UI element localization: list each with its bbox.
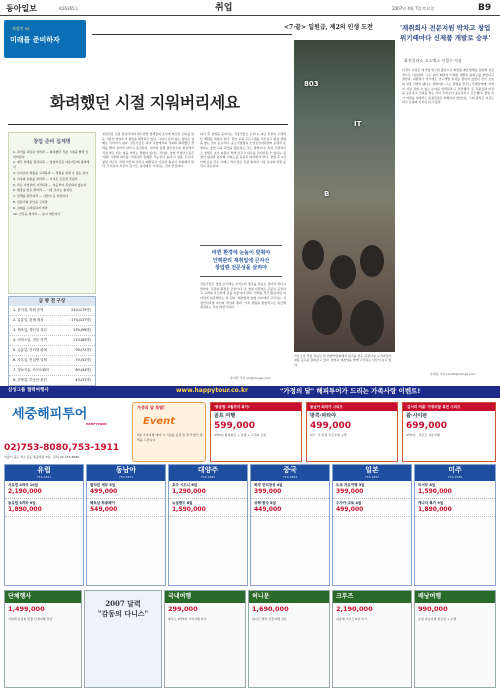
section-title: 취업 [215,3,233,13]
ad-event-description: 5월 가족여행 예약 시 기념품 증정 및 추가 할인 혜택을 드립니다. [137,433,203,442]
ad-item-title: 상해·항주 5일 [254,500,276,505]
ad-website: www.happytour.co.kr [176,387,248,394]
side-article-subtitle: 화진플러스 코스맥스 이경수 사장 [404,58,462,63]
ranking-row [9,366,95,376]
ad-bottom-desc: 지중해 크루즈 8일 특가 [336,616,367,621]
photo-figure [360,245,384,277]
newspaper-name: 동아일보 [6,3,37,13]
ad-item-title: 베트남 하롱베이 [90,500,115,505]
ad-promo-header: '항공권' 5월까지 특가! [211,403,301,411]
ad-bottom-desc: 몰디브·발리 신혼여행 전문 [252,616,287,621]
photo-sign: 803 [304,80,319,88]
ad-region-item [415,499,495,517]
news-photo [294,40,395,352]
tip-item: 10. 건강을 챙겨라 — 몸이 재산이다 [13,211,61,216]
photo-figure [312,295,342,335]
ranking-label: 4. 서비스업, 전문 자격 [13,338,47,343]
ad-region-item [87,481,165,499]
ad-region-item [169,499,247,517]
ad-bottom-desc: 유럽 자유여행 항공권 + 호텔 [418,616,457,621]
ad-region-item [333,481,411,499]
tip-item: 7. 인맥을 관리하라 — 사람이 곧 자산이다 [13,194,69,199]
ranking-title: 금 방 전 구상 [9,297,95,306]
series-banner-title: 미래를 준비하자 [10,36,60,44]
ad-phone-block [4,442,128,459]
ad-header-left: 삼성그룹 협력여행사 [8,388,49,393]
pull-quote-line: 바뀐 환경에 눈높이 맞춰야 [211,250,271,256]
ad-item-price: 2,190,000 [8,487,42,495]
ranking-row [9,356,95,366]
ranking-label: 1. 음식점, 학원 운영 [13,308,44,313]
ad-bottom-price: 299,000 [168,605,198,614]
tip-item: 9. 실패를 두려워하지 마라 [13,205,48,210]
ad-item-title: 캐나다 록키 9일 [418,500,444,505]
ad-bottom-price: 2,190,000 [336,605,373,614]
ad-promo-header: 동남아 최저가 시리즈 [307,403,397,411]
pull-quote [200,245,282,277]
byline: 윤석만 기자 sm@donga.com [230,376,271,380]
ad-promo-header: '김서리 여름' 가정의달 특전 시리즈 [403,403,495,411]
photo-caption: 7일 오전 서울 강남구 한 취업박람회에서 퇴직을 앞둔 중장년층 구직자들이 채용 공고를 살펴보고 있다. 창업과 재취업을 함께 고민하는 이들이 늘고 있다. [294,354,392,367]
series-label: <7·끝> 일원급, 제2의 인생 도전 [284,24,373,31]
ad-region-name: 동남아 [115,466,137,474]
article-column-2: 퇴직 후 창업을 준비하는 직장인들은 은퇴 1~2년 전부터 구체적인 계획을 세워야 한다. 관련 교육 프로그램을 이수하고 현장 경험을 쌓는 것이 중요하다. 중소기업청과 소상공인지원센터 등에서 운영하는 창업 교육 과정을 활용하는 것도 방법이다. 특히 프랜차이즈 창업은 초기 비용이 적게 들고 노하우를 전수받을 수 있다는 장점이 있지만 본사의 신뢰도를 꼼꼼히 따져봐야 한다. 창업 후 1년 안에 문을 닫는 사례도 적지 않은 만큼 철저한 시장 조사와 상권 분석이 필요하다. [200,132,286,169]
ad-region-name: 일본 [365,466,379,474]
ad-header-title: "가정의 달" 해피투어가 드리는 가족사랑 이벤트! [280,387,421,395]
ad-header-bar [0,386,500,398]
ad-item-title: 도쿄 자유여행 3일 [336,483,365,487]
side-title-line: 위기때마다 신제품 개발로 승부' [400,33,491,42]
ad-region-item [333,499,411,517]
ad-region-phone: 753-1838 [447,475,463,479]
ranking-label: 5. 유통업, 인터넷 판매 [13,348,47,353]
side-article-text: 이경수 사장은 대기업 연구원 출신으로 화장품 제조업체를 창업해 성공적으로 키워냈다. 그는 위기 때마다 신제품 개발로 돌파구를 찾았다고 말한다. 외환위기 당시에도 연구개발 투자를 줄이지 않았던 것이 오늘의 성장 기반이 됐다는 설명이다. 그는 창업을 꿈꾸는 후배들에게 '자신이 가장 잘할 수 있는 분야를 선택하라'고 조언했다. 또 직원들과 비전을 공유하고 신뢰를 쌓는 것이 무엇보다 중요하다고 강조했다. 창업 초기 어려움 속에서도 품질만큼은 타협하지 않았다는 그의 원칙은 지금도 회사 운영의 기본이 되고 있다. [402,68,494,105]
issue-date: 2007년 4월 7일 토요일 [392,6,435,11]
ranking-row [9,306,95,316]
ranking-label: 3. 제조업, 생산업 창업 [13,328,47,333]
ad-region-head [169,465,247,481]
ad-bottom-desc: 기업체·동창회 맞춤 단체여행 상담 [8,616,53,621]
ranking-value: 23%(179명) [71,308,91,313]
ad-bottom-box [414,590,496,688]
pull-quote-line: 인맥관리 재취업에 큰자산 [212,257,270,264]
ad-item-title: 오사카·교토 4일 [336,500,362,505]
ad-region-name: 대양주 [197,466,219,474]
ad-region-name: 유럽 [37,466,51,474]
ad-bottom-head: 허니문 [249,591,329,603]
ad-region-name: 중국 [283,466,297,474]
ad-calendar-box [84,590,162,688]
ad-region-head [87,465,165,481]
ad-promo-price: 599,000 [214,420,255,431]
byline: 유재동 기자 jarrett@donga.com [430,372,476,376]
tips-box [8,132,96,294]
ranking-value: 6%(44명) [75,368,91,373]
ad-region-item [251,481,329,499]
ad-bottom-head: 크루즈 [333,591,411,603]
issue-number: 제26365호 [58,6,79,11]
photo-sign: IT [354,120,362,128]
tip-item: 6. 현장을 발로 뛰어라 — 시장 조사는 철저히 [13,188,72,193]
ad-item-title: 필리핀 세부 5일 [90,483,116,487]
ad-region-phone: 753-1821 [36,475,52,479]
ad-item-price: 449,000 [254,505,282,513]
ad-bottom-box [164,590,246,688]
ad-item-price: 499,000 [336,505,364,513]
photo-figure [330,255,356,289]
ad-item-price: 399,000 [254,487,282,495]
ad-region-row [4,464,496,586]
ad-region-phone: 753-1865 [200,475,216,479]
ad-region [332,464,412,586]
tip-item: 4. 가족의 동의를 얻어라 — 가족은 든든한 후원자 [13,176,78,181]
divider [92,34,292,35]
ad-promo-description: 4박5일 · 리조트 자유여행 [406,432,440,437]
ranking-row [9,326,95,336]
ad-bottom-price: 1,499,000 [8,605,45,614]
page-number: B9 [478,3,492,13]
ad-bottom-box [4,590,82,688]
ad-region [250,464,330,586]
ranking-value: 13%(98명) [73,328,91,333]
ranking-value: 17%(137명) [71,318,91,323]
ad-region-item [5,499,83,517]
tip-item: 5. 작은 사업부터 시작하라 — 처음부터 욕심내지 않는다 [13,182,87,187]
ad-bottom-row [4,590,496,688]
ad-promo-name: 골프 여행 [214,413,236,419]
article-column-1: 취업전문 포털 잡코리아와 헤드헌팅 업체들의 조사에 따르면 은퇴를 앞둔 직장인 상당수가 창업을 희망하고 있다. 그러나 준비 없는 창업은 실패로 이어지기 쉽다. 전문가들은 과거 직장에서의 직위와 화려했던 경력을 빨리 잊어야 한다고 조언한다. 대기업 임원 출신일수록 현장에서 직접 발로 뛰는 일을 꺼리는 경향이 있다는 것이다. 창업 컨설턴트들은 '임원 시절의 대우를 기대하면 실패할 가능성이 높다'고 입을 모은다. 창업 자금은 전체 자산의 일부로 제한하고 가족과 충분히 상의해야 한다. 무엇보다 자신이 잘 아는 분야에서 시작하는 것이 안전하다. [102,132,194,169]
ad-item-title: 뉴질랜드 8일 [172,500,193,505]
ad-bottom-price: 990,000 [418,605,448,614]
tip-item: 8. 전문가의 조언을 구하라 [13,199,48,204]
ad-item-price: 399,000 [336,487,364,495]
ad-item-price: 1,590,000 [172,505,206,513]
tip-item: 2. 재무 상태를 점검하라 — 창업자금은 여유자금의 범위에서 [13,160,90,170]
ad-promo [402,402,496,462]
ad-bottom-head: 국내여행 [165,591,245,603]
photo-figure [302,240,324,270]
ad-item-title: 서유럽 4개국 10일 [8,483,39,487]
ad-region-item [415,481,495,499]
ad-bottom-desc: 제주도 2박3일 가족여행 특가 [168,616,207,621]
ad-calendar-text: 2007 달력 "감동의 다니스" [97,599,149,618]
ranking-row [9,346,95,356]
ad-promo-price: 499,000 [310,420,351,431]
ad-region [86,464,166,586]
ad-bottom-box [248,590,330,688]
ad-address: 서울시 중구 서소문동 세중빌딩 3층 · 문의 02-753-8080 [4,455,80,460]
ad-promo-price: 699,000 [406,420,447,431]
ranking-label: 7. 정보기술, 소프트웨어 [13,368,49,373]
ad-region-head [333,465,411,481]
divider [8,124,288,125]
ad-brand-tag: HAPPYTOUR [86,422,107,426]
ad-region-head [415,465,495,481]
ad-region-phone: 753-1837 [364,475,380,479]
series-banner-sub: 직장인 vs [12,26,30,31]
ad-item-title: 동유럽 5개국 9일 [8,500,36,505]
photo-figure [350,300,384,346]
ad-region-phone: 753-1804 [282,475,298,479]
masthead [0,0,500,16]
ad-region [4,464,84,586]
ad-item-price: 1,890,000 [418,505,452,513]
ad-region-item [87,499,165,517]
ad-bottom-price: 1,690,000 [252,605,289,614]
ad-phone-number: 02)753-8080,753-1911 [4,443,120,453]
ad-item-price: 1,290,000 [172,487,206,495]
ad-region-item [5,481,83,499]
ad-promo-description: 3박4일 왕복항공 + 호텔 + 그린피 포함 [214,432,267,437]
ad-event-box [132,402,206,462]
ad-brand-name: 세중해피투어 [12,407,88,422]
ad-promo [210,402,302,462]
ad-bottom-box [332,590,412,688]
ad-item-title: 미서부 8일 [418,483,436,487]
side-title-line: '재취회사 전문지원 박차고 창업 [400,24,491,32]
article-column-3: 전문가들은 창업 초기에는 수익보다 생존을 목표로 삼아야 한다고 말한다. 무리한 확장은 금물이다. 또 창업 이후에도 꾸준히 공부하고 고객의 목소리에 귀를 기울여야 한다. 인맥을 적극 활용하되 지나치게 의존해서는 안 된다. 재취업과 창업 사이에서 고민하는 직장인이라면 자신의 적성과 체력, 가족 상황을 종합적으로 판단해 결정하는 것이 바람직하다. [200,282,286,310]
ad-region [414,464,496,586]
pull-quote-line: 창업땐 전문성을 살려야 [215,265,267,271]
ad-region [168,464,248,586]
ad-promo [306,402,398,462]
ad-item-title: 북경 만리장성 4일 [254,483,283,487]
ranking-value: 9%(72명) [75,348,91,353]
series-banner [4,20,86,58]
tips-title: 창업 준비 십계명 [33,139,71,145]
ranking-label: 2. 유통업, 판매 매장 [13,318,44,323]
ad-brand [4,402,128,442]
tip-item: 3. 나이보다 업종을 고려하라 — 경험을 살릴 수 있는 분야 [13,170,89,175]
tip-item: 1. 과거를 과감히 잊어라 — 화려했던 직장 시절을 빨리 잊어버린다 [13,149,89,159]
ranking-label: 6. 사무실, 컨설팅 업체 [13,358,47,363]
ad-item-price: 499,000 [90,487,118,495]
ad-region-head [251,465,329,481]
headline: 화려했던 시절 지워버리세요 [50,93,240,112]
ad-region-phone: 753-1871 [118,475,134,479]
ad-promo-name: 방콕·파타야 [310,413,337,419]
ranking-value: 11%(85명) [73,338,91,343]
ranking-row [9,316,95,326]
ad-region-name: 미주 [448,466,462,474]
ad-event-label: Event [143,416,176,427]
ad-item-price: 1,890,000 [8,505,42,513]
ad-promo-description: 5일 · 전 일정 특급호텔 숙박 [310,432,347,437]
ranking-row [9,376,95,386]
ranking-row [9,336,95,346]
ad-item-price: 549,000 [90,505,118,513]
ranking-label: 8. 건축업, 부동산 관련 [13,378,47,383]
ranking-box [8,296,96,386]
ad-event-title: 가정의 달 특별! [137,405,165,410]
ad-item-title: 호주 시드니 6일 [172,483,198,487]
ad-region-item [169,481,247,499]
ad-region-item [251,499,329,517]
ad-item-price: 1,590,000 [418,487,452,495]
ad-bottom-head: 단체행사 [5,591,81,603]
ad-region-head [5,465,83,481]
ad-promo-name: 괌·사이판 [406,413,428,419]
photo-sign: B [324,190,330,198]
side-article-title [400,24,490,44]
ranking-value: 4%(31명) [75,378,91,383]
ad-bottom-head: 배낭여행 [415,591,495,603]
ranking-value: 7%(52명) [75,358,91,363]
